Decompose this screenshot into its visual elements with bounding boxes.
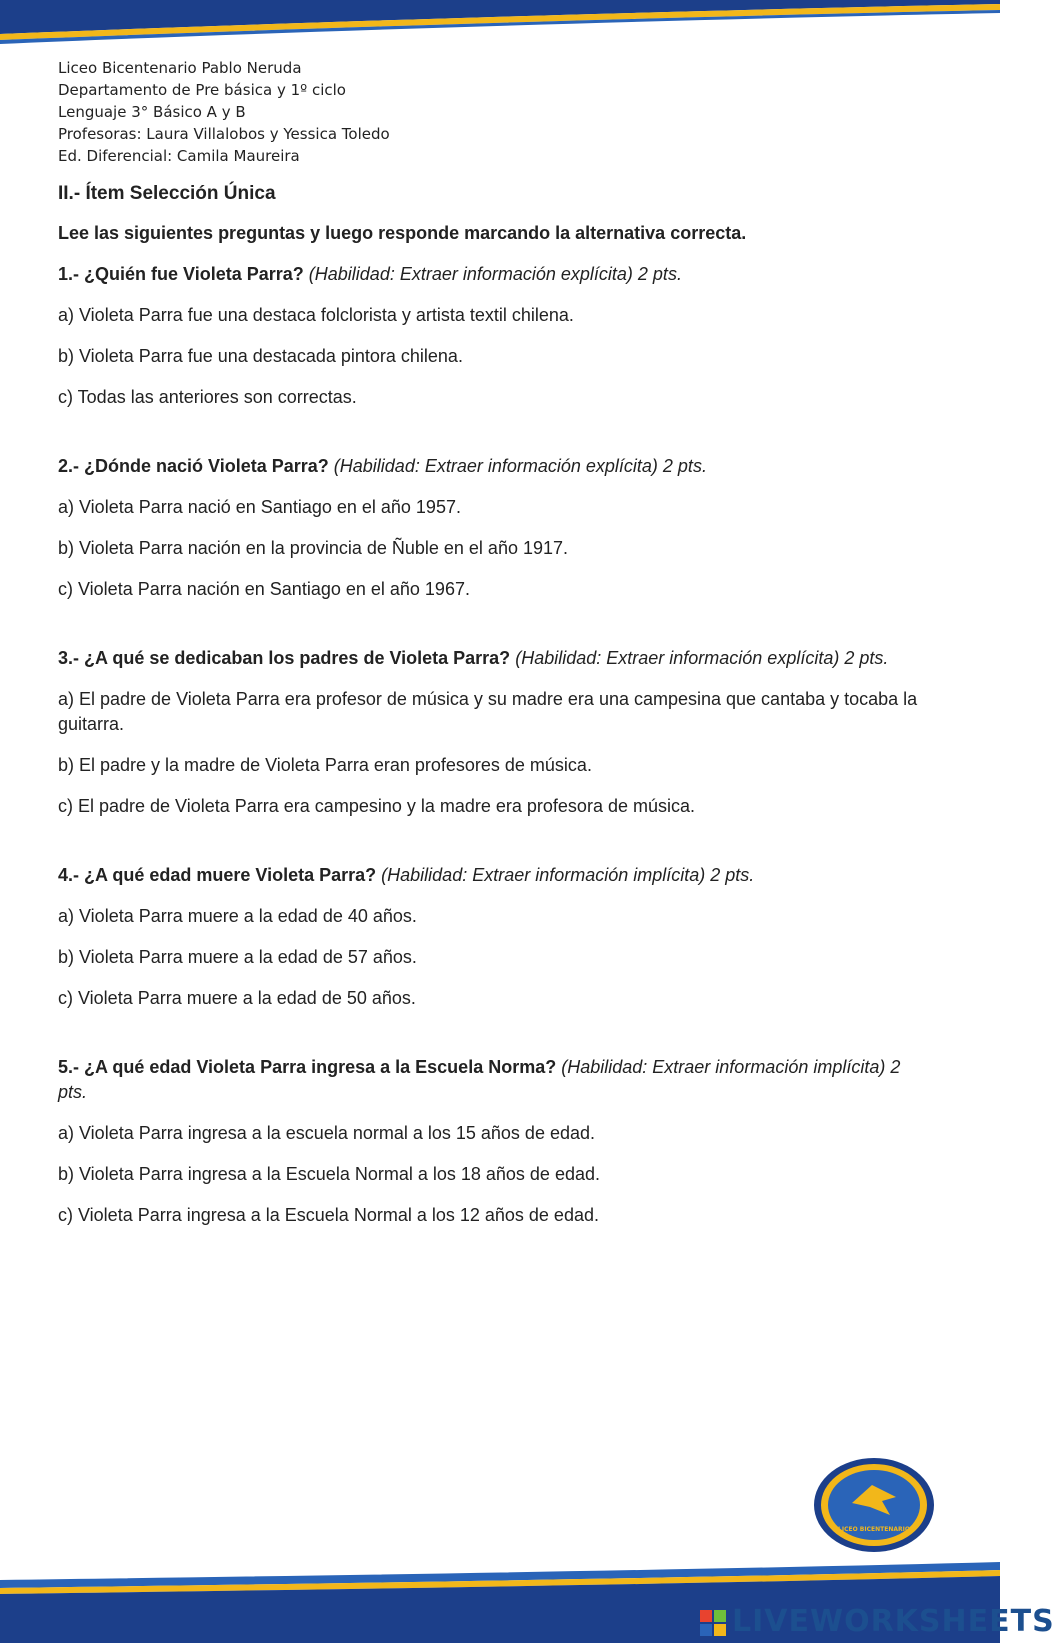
question-text: ¿Quién fue Violeta Parra? <box>84 264 304 284</box>
question-number: 2.- <box>58 456 80 476</box>
question-text: ¿A qué edad Violeta Parra ingresa a la Escuela Norma? <box>84 1057 557 1077</box>
question-text: ¿A qué edad muere Violeta Parra? <box>84 865 377 885</box>
question-skill: (Habilidad: Extraer información explícita) 2 pts. <box>515 648 889 668</box>
school-header <box>58 57 390 167</box>
question-skill: (Habilidad: Extraer información implícita) 2 pts. <box>58 1057 901 1102</box>
header-line: Departamento de Pre básica y 1º ciclo <box>58 81 346 99</box>
header-line: Liceo Bicentenario Pablo Neruda <box>58 59 302 77</box>
option-5a[interactable]: a) Violeta Parra ingresa a la escuela normal a los 15 años de edad. <box>58 1123 596 1143</box>
instructions: Lee las siguientes preguntas y luego responde marcando la alternativa correcta. <box>58 223 747 243</box>
question-3 <box>58 646 928 671</box>
question-skill: (Habilidad: Extraer información explícita) 2 pts. <box>308 264 682 284</box>
question-skill: (Habilidad: Extraer información explícita) 2 pts. <box>333 456 707 476</box>
option-5c[interactable]: c) Violeta Parra ingresa a la Escuela Normal a los 12 años de edad. <box>58 1205 599 1225</box>
question-number: 3.- <box>58 648 80 668</box>
option-1b[interactable]: b) Violeta Parra fue una destacada pintora chilena. <box>58 346 463 366</box>
question-1 <box>58 262 928 287</box>
option-3c[interactable]: c) El padre de Violeta Parra era campesino y la madre era profesora de música. <box>58 796 695 816</box>
worksheet-content <box>58 183 928 1272</box>
option-3a[interactable]: a) El padre de Violeta Parra era profesor de música y su madre era una campesina que cantaba y tocaba la guitarra. <box>58 689 918 734</box>
header-line: Lenguaje 3° Básico A y B <box>58 103 246 121</box>
option-1c[interactable]: c) Todas las anteriores son correctas. <box>58 387 357 407</box>
question-text: ¿Dónde nació Violeta Parra? <box>84 456 329 476</box>
section-title: II.- Ítem Selección Única <box>58 183 276 204</box>
top-decorative-band <box>0 0 1000 60</box>
option-4c[interactable]: c) Violeta Parra muere a la edad de 50 años. <box>58 988 416 1008</box>
liveworksheets-watermark: LIVEWORKSHEETS <box>732 1604 1055 1639</box>
question-block-4 <box>58 863 928 1011</box>
question-text: ¿A qué se dedicaban los padres de Violeta Parra? <box>84 648 511 668</box>
option-5b[interactable]: b) Violeta Parra ingresa a la Escuela Normal a los 18 años de edad. <box>58 1164 600 1184</box>
question-skill: (Habilidad: Extraer información implícita) 2 pts. <box>381 865 755 885</box>
option-3b[interactable]: b) El padre y la madre de Violeta Parra eran profesores de música. <box>58 755 592 775</box>
option-4b[interactable]: b) Violeta Parra muere a la edad de 57 años. <box>58 947 417 967</box>
option-2b[interactable]: b) Violeta Parra nación en la provincia de Ñuble en el año 1917. <box>58 538 569 558</box>
header-line: Ed. Diferencial: Camila Maureira <box>58 147 300 165</box>
question-5 <box>58 1055 928 1105</box>
question-4 <box>58 863 928 888</box>
question-block-1 <box>58 262 928 410</box>
question-2 <box>58 454 928 479</box>
option-1a[interactable]: a) Violeta Parra fue una destaca folclorista y artista textil chilena. <box>58 305 574 325</box>
question-number: 5.- <box>58 1057 80 1077</box>
question-block-5 <box>58 1055 928 1228</box>
logo-caption: LICEO BICENTENARIO <box>838 1526 910 1533</box>
option-2c[interactable]: c) Violeta Parra nación en Santiago en el año 1967. <box>58 579 470 599</box>
question-block-3 <box>58 646 928 819</box>
question-number: 1.- <box>58 264 80 284</box>
question-block-2 <box>58 454 928 602</box>
option-2a[interactable]: a) Violeta Parra nació en Santiago en el año 1957. <box>58 497 461 517</box>
school-logo-icon <box>812 1455 936 1555</box>
option-4a[interactable]: a) Violeta Parra muere a la edad de 40 años. <box>58 906 417 926</box>
header-line: Profesoras: Laura Villalobos y Yessica Toledo <box>58 125 390 143</box>
question-number: 4.- <box>58 865 80 885</box>
